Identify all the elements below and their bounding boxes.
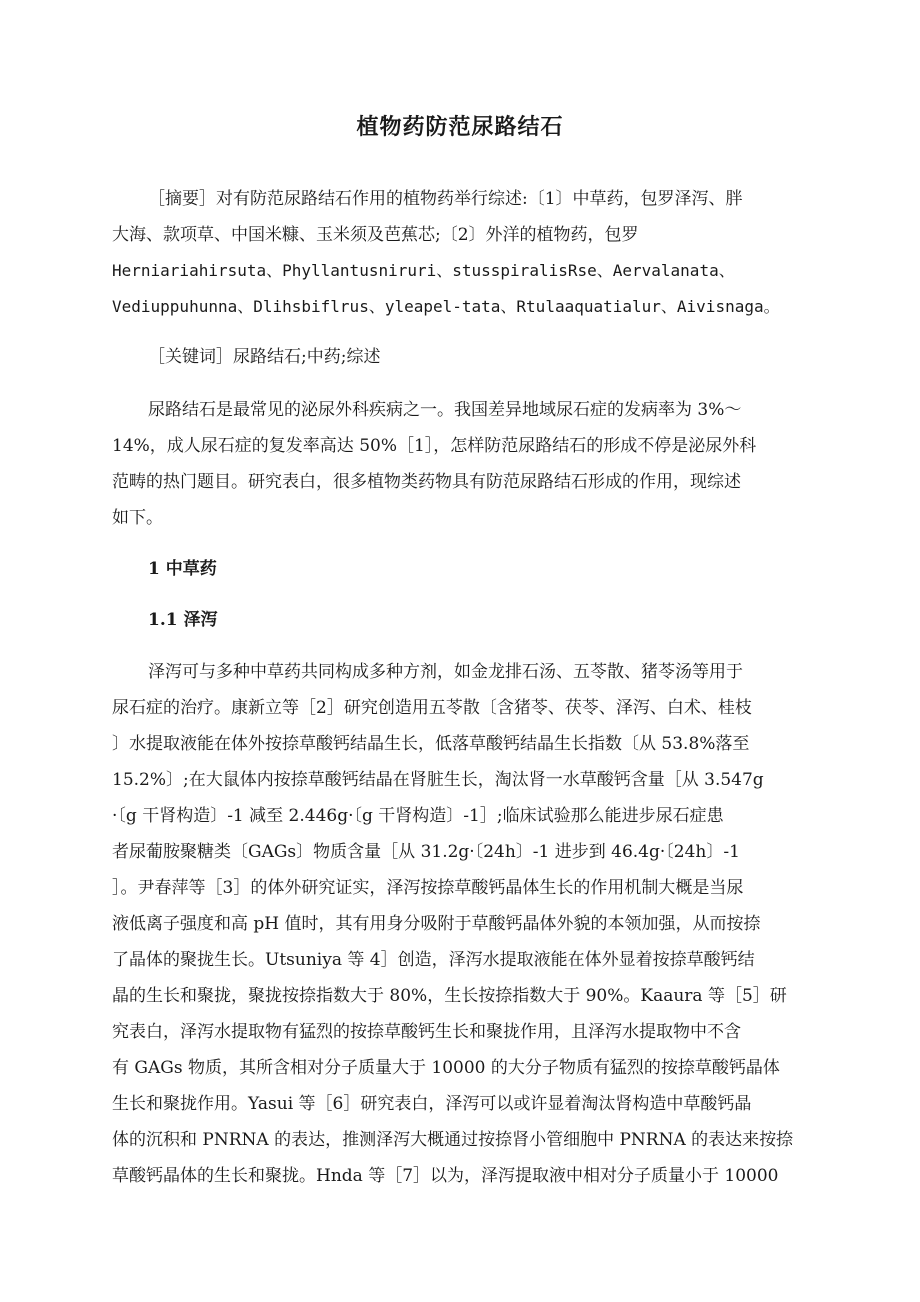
body-line: 了晶体的聚拢生长。Utsuniya 等 4］创造，泽泻水提取液能在体外显着按捺草酸钙结	[112, 950, 755, 970]
body-line: ］。尹春萍等［3］的体外研究证实，泽泻按捺草酸钙晶体生长的作用机制大概是当尿	[112, 878, 744, 898]
body-line: 15.2%〕;在大鼠体内按捺草酸钙结晶在肾脏生长，淘汰肾一水草酸钙含量［从 3.547g	[112, 770, 764, 790]
body-paragraph	[112, 654, 812, 1194]
body-line: 〕水提取液能在体外按捺草酸钙结晶生长，低落草酸钙结晶生长指数〔从 53.8%落至	[112, 734, 750, 754]
intro-paragraph	[112, 392, 812, 536]
body-line: ·〔g 干肾构造〕-1 减至 2.446g·〔g 干肾构造〕-1］;临床试验那么能进步尿石症患	[112, 806, 724, 826]
abstract-line: Vediuppuhunna、Dlihsbiflrus、yleapel-tata、Rtulaaquatialur、Aivisnaga。	[112, 297, 780, 316]
body-line: 草酸钙晶体的生长和聚拢。Hnda 等［7］以为，泽泻提取液中相对分子质量小于 10000	[112, 1166, 779, 1186]
intro-line: 尿路结石是最常见的泌尿外科疾病之一。我国差异地域尿石症的发病率为 3%～	[148, 400, 742, 420]
intro-line: 如下。	[112, 508, 163, 528]
body-line: 体的沉积和 PNRNA 的表达，推测泽泻大概通过按捺肾小管细胞中 PNRNA 的表达来按捺	[112, 1130, 794, 1150]
body-line: 晶的生长和聚拢，聚拢按捺指数大于 80%，生长按捺指数大于 90%。Kaaura 等［5］研	[112, 986, 787, 1006]
body-line: 究表白，泽泻水提取物有猛烈的按捺草酸钙生长和聚拢作用，且泽泻水提取物中不含	[112, 1022, 741, 1042]
document-title: 植物药防范尿路结石	[356, 114, 564, 140]
intro-line: 14%，成人尿石症的复发率高达 50%［1］，怎样防范尿路结石的形成不停是泌尿外科	[112, 436, 757, 456]
body-line: 生长和聚拢作用。Yasui 等［6］研究表白，泽泻可以或许显着淘汰肾构造中草酸钙晶	[112, 1094, 752, 1114]
section-heading-1: 1 中草药	[148, 559, 217, 579]
intro-line: 范畴的热门题目。研究表白，很多植物类药物具有防范尿路结石形成的作用，现综述	[112, 472, 741, 492]
body-line: 液低离子强度和高 pH 值时，其有用身分吸附于草酸钙晶体外貌的本领加强，从而按捺	[112, 914, 761, 934]
body-line: 尿石症的治疗。康新立等［2］研究创造用五苓散〔含猪苓、茯苓、泽泻、白术、桂枝	[112, 698, 752, 718]
body-line: 泽泻可与多种中草药共同构成多种方剂，如金龙排石汤、五苓散、猪苓汤等用于	[148, 662, 743, 682]
section-heading-1-1: 1.1 泽泻	[148, 610, 218, 630]
abstract-line: Herniariahirsuta、Phyllantusniruri、stusspiralisRse、Aervalanata、	[112, 261, 735, 280]
keywords-line: ［关键词］尿路结石;中药;综述	[148, 347, 381, 367]
abstract-paragraph	[112, 181, 812, 325]
body-line: 者尿葡胺聚糖类〔GAGs〕物质含量［从 31.2g·〔24h〕-1 进步到 46.4g·〔24h〕-1	[112, 842, 740, 862]
keywords-paragraph	[112, 339, 812, 375]
body-line: 有 GAGs 物质，其所含相对分子质量大于 10000 的大分子物质有猛烈的按捺草酸钙晶体	[112, 1058, 780, 1078]
abstract-line: ［摘要］对有防范尿路结石作用的植物药举行综述:〔1〕中草药，包罗泽泻、胖	[148, 189, 743, 209]
abstract-line: 大海、款项草、中国米糠、玉米须及芭蕉芯;〔2〕外洋的植物药，包罗	[112, 225, 639, 245]
